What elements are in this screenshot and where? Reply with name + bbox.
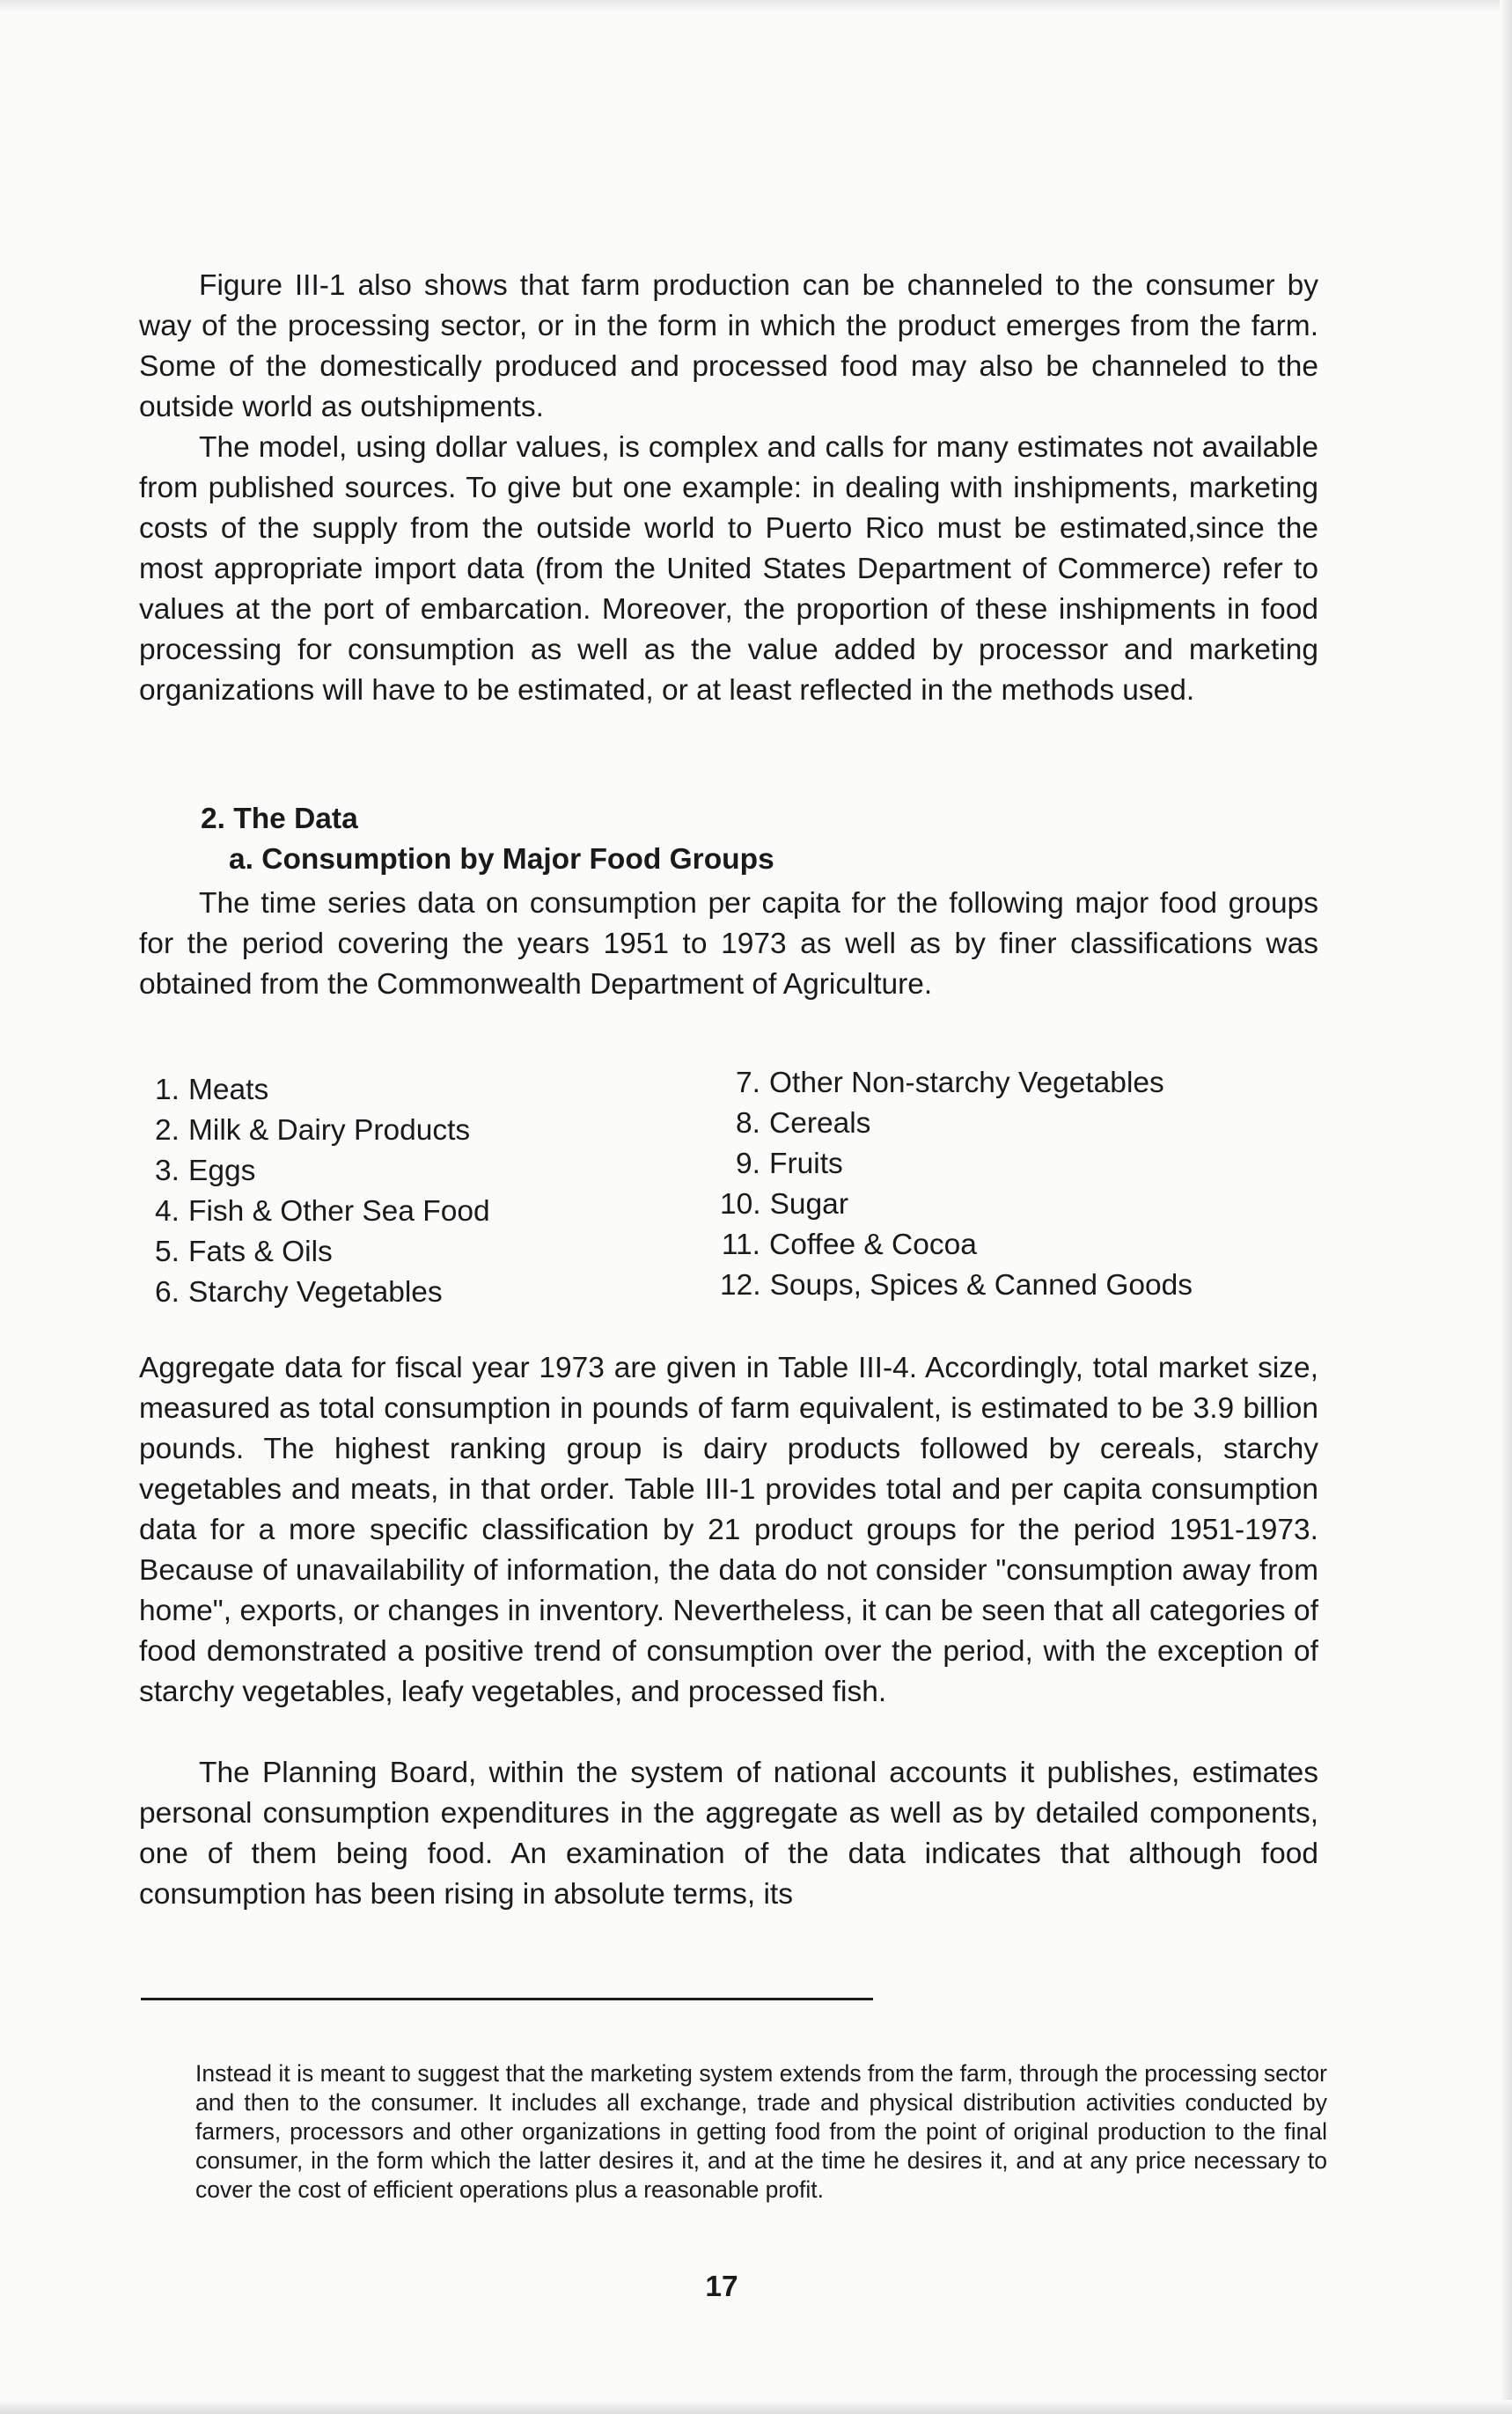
list-item-number: 4. bbox=[155, 1195, 180, 1228]
paragraph-figure-channels: Figure III-1 also shows that farm production can be channeled to the consumer by way of the processing sector, or in the form in which the product emerges from the farm. Some of the domestically produced and processed food may also be channeled to the outside world as outshipments. bbox=[139, 269, 1318, 423]
list-item-label: Fats & Oils bbox=[188, 1236, 333, 1268]
list-item-label: Fish & Other Sea Food bbox=[188, 1195, 490, 1228]
page-edge-bottom bbox=[0, 2400, 1512, 2414]
list-item-number: 7. bbox=[736, 1067, 760, 1099]
list-item bbox=[720, 1144, 1301, 1185]
list-item-label: Sugar bbox=[769, 1188, 848, 1221]
list-item bbox=[139, 1232, 632, 1273]
list-item-number: 5. bbox=[155, 1236, 180, 1268]
list-item-label: Cereals bbox=[769, 1107, 871, 1140]
paragraph-aggregate-data: Aggregate data for fiscal year 1973 are given in Table III-4. Accordingly, total market size, measured as total consumption in pounds of farm equivalent, is estimated to be 3.9 billion pounds. The highest ranking group is dairy products followed by cereals, starchy vegetables and meats, in that order. Table III-1 provides total and per capita consumption data for a more specific classification by 21 product groups for the period 1951-1973. Because of unavailability of information, the data do not consider "consumption away from home", exports, or changes in inventory. Nevertheless, it can be seen that all categories of food demonstrated a positive trend of consumption over the period, with the exception of starchy vegetables, leafy vegetables, and processed fish. bbox=[139, 1352, 1318, 1708]
list-item bbox=[720, 1104, 1301, 1144]
list-item bbox=[720, 1063, 1301, 1104]
section-heading-the-data: 2. The Data bbox=[201, 803, 358, 835]
page-number: 17 bbox=[705, 2271, 738, 2303]
list-item-number: 9. bbox=[736, 1148, 760, 1180]
list-item-number: 10. bbox=[720, 1188, 761, 1221]
list-item-number: 12. bbox=[720, 1269, 761, 1302]
footnote-divider bbox=[141, 1998, 873, 2000]
paragraph-planning-board: The Planning Board, within the system of national accounts it publishes, estimates personal consumption expenditures in the aggregate as well as by detailed components, one of them being food. An examination of the data indicates that although food consumption has been rising in absolute terms, its bbox=[139, 1757, 1318, 1911]
list-item-number: 1. bbox=[155, 1074, 180, 1106]
list-item bbox=[720, 1266, 1301, 1306]
food-group-list-left bbox=[139, 1070, 632, 1313]
paragraph-time-series: The time series data on consumption per capita for the following major food groups for the period covering the years 1951 to 1973 as well as by finer classifications was obtained from the Commonwealth Department of Agriculture. bbox=[139, 887, 1318, 1001]
list-item-label: Starchy Vegetables bbox=[188, 1276, 443, 1309]
list-item-label: Fruits bbox=[769, 1148, 843, 1180]
list-item bbox=[139, 1151, 632, 1192]
page-edge-right bbox=[1500, 0, 1512, 2414]
list-item-number: 11. bbox=[721, 1229, 760, 1261]
list-item-label: Coffee & Cocoa bbox=[769, 1229, 977, 1261]
list-item-number: 3. bbox=[155, 1155, 180, 1187]
list-item-label: Other Non-starchy Vegetables bbox=[769, 1067, 1164, 1099]
list-item bbox=[139, 1192, 632, 1232]
list-item bbox=[720, 1185, 1301, 1225]
list-item-number: 2. bbox=[155, 1114, 180, 1147]
subsection-heading-consumption: a. Consumption by Major Food Groups bbox=[229, 843, 774, 876]
list-item-label: Meats bbox=[188, 1074, 269, 1106]
list-item bbox=[139, 1111, 632, 1151]
list-item-label: Eggs bbox=[188, 1155, 256, 1187]
list-item-number: 6. bbox=[155, 1276, 180, 1309]
footnote: Instead it is meant to suggest that the marketing system extends from the farm, through the processing sector and then to the consumer. It includes all exchange, trade and physical distribution activities conducted by farmers, processors and other organizations in getting food from the point of original production to the final consumer, in the form which the latter desires it, and at the time he desires it, and at any price necessary to cover the cost of efficient operations plus a reasonable profit. bbox=[195, 2060, 1327, 2203]
list-item bbox=[139, 1273, 632, 1313]
list-item bbox=[139, 1070, 632, 1111]
list-item bbox=[720, 1225, 1301, 1266]
list-item-label: Milk & Dairy Products bbox=[188, 1114, 471, 1147]
page-edge-top bbox=[0, 0, 1512, 12]
list-item-number: 8. bbox=[736, 1107, 760, 1140]
list-item-label: Soups, Spices & Canned Goods bbox=[769, 1269, 1193, 1302]
paragraph-model-estimates: The model, using dollar values, is complex and calls for many estimates not available from published sources. To give but one example: in dealing with inshipments, marketing costs of the supply from the outside world to Puerto Rico must be estimated,since the most appropriate import data (from the United States Department of Commerce) refer to values at the port of embarcation. Moreover, the proportion of these inshipments in food processing for consumption as well as the value added by processor and marketing organizations will have to be estimated, or at least reflected in the methods used. bbox=[139, 431, 1318, 707]
food-group-list-right bbox=[720, 1063, 1301, 1306]
